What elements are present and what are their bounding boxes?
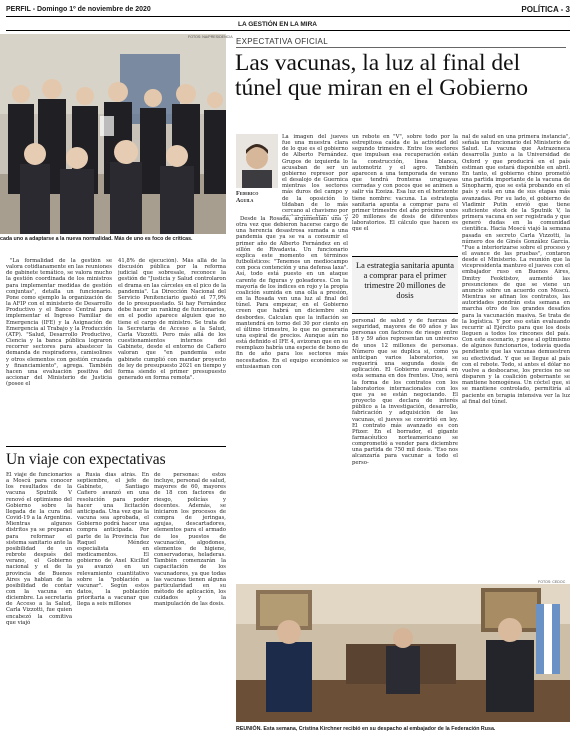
left-column-2-text: 41,8% de ejecución). Más allá de la discusión pública por la reforma judicial que sobresale, reconoce la gestión de "Justicia y Salud controlaron el drama en las cárceles en el pico de la pandemia". La Dirección Nacional del Servicio Penitenciario gastó el 77,9% de lo presupuestado. Si hay Fernández debe hacer un ranking de funcionarios, en el podio aparece alguien que no tiene el cargo de ministro. Se trata de la Secretaria de Acceso a la Salud, Carla Vizzotti. Pero más allá de los cuestionamientos internos del Gabinete, desde el entorno de Cafiero valoran que "en pandemia este gabinete cumplió con mandar proyecto de ley de presupuesto 2021 en tiempo y forma siendo el primer presupuesto generado en forma remota". [118, 258, 226, 381]
meeting-photo [236, 584, 570, 722]
bottom-caption-text: Esta semana, Cristina Kirchner recibió en su despacho al embajador de la Federación Rusa. [263, 726, 496, 732]
mid-column-2-text: un rebote en "V", sobre todo por la estrepitosa caída de la actividad del segundo trimestre. Entre los sectores que impulsan esa recuperación están la construcción, línea blanca, automotriz y el agro. También aparecen a una temporada de verano que tendrá fronteras uruguayas cerradas y con pocos que se animen a salir vía Ezeiza. Esa luz en el horizonte tiene nombre: vacuna. La estrategia sanitaria apunta a comprar para el primer trimestre del año próximo unos 20 millones de dosis de diferentes laboratorios. El cálculo que hacen es que el [352, 134, 458, 233]
header-date: PERFIL - Domingo 1º de noviembre de 2020 [6, 6, 151, 13]
author-first-name: Federico [236, 191, 259, 197]
author-last-name: Aguila [236, 198, 254, 204]
top-photo-caption: cada uno a adaptarse a la nueva normalidad. Más de uno es foco de críticas. [0, 236, 193, 242]
author-photo [236, 134, 278, 188]
viaje-column-1-text: El viaje de funcionarios a Moscú para conocer los resultados de la vacuna Sputnik V renovó el optimismo del Gobierno sobre la llegada de la cura del Covid-19 a la Argentina. Mientras algunos distritos ya se preparan para reformar el sistema sanitario ante la posibilidad de un rebrote después del verano, el Gobierno nacional y el de la provincia de Buenos Aires ya hablan de la posibilidad de contar con la vacuna en diciembre. La secretaria de Acceso a la Salud, Carla Vizzotti, fue quien encabezó la comitiva que viajó [6, 472, 72, 626]
subhead-rule [6, 446, 226, 447]
subhead: Un viaje con expectativas [6, 451, 166, 468]
kicker: EXPECTATIVA OFICIAL [236, 37, 328, 46]
right-column [462, 134, 570, 576]
pullquote: La estrategia sanitaria apunta a comprar para el primer trimestre 20 millones de dosis [352, 256, 458, 314]
bottom-photo-credit: FOTOS: CEDOC [538, 580, 566, 584]
mid-column-2 [352, 134, 458, 252]
left-column-1-text: "La formalidad de la gestión se valora cotidianamente en las reuniones de gabinete temático, se valora mucho la gestión coordinada de los ministros para implementar medidas de gestión conjuntas", detalla un funcionario. Pone como ejemplo la organización de la AFIP con el ministerio de Desarrollo Productivo y el Banco Central para implementar el Ingreso Familiar de Emergencia (IFE) y la Asignación de Emergencia al Trabajo y la Producción (ATP). "Salud, Desarrollo Productivo, Ciencia y la banca pública lograron recorrer sectores para abastecer la demanda de respiradores, camisolines y otros elementos con gestión cruzada y financiamiento", agrega. También hacen una evaluación positiva del accionar del Ministerio de Justicia (posee el [6, 258, 112, 388]
mid-column-3-text: personal de salud y de fuerzas de seguridad, mayores de 60 años y las personas con factores de riesgo entre 18 y 59 años representan un universo de unos 12 millones de personas. Número que se duplica si, como ya anticipan varios laboratorios, se requerirá una segunda dosis de aplicación. El Gobierno avanzará en esta semana en dos frentes. Uno, será la forma de los contratos con los laboratorios internacionales con los que ya se están negociando. El proyecto que declara de interés público a la investigación, desarrollo, fabricación y adquisición de las vacunas, el jueves se convirtió en ley. El contrato más avanzado es con Pfizer. En el borrador, el gigante farmacéutico norteamericano se comprometió a vender para diciembre una partida de 750 mil dosis. "Eso nos alcanzaría para vacunar a todo el perso- [352, 318, 458, 466]
right-column-text: nal de salud en una primera instancia", señala un funcionario del Ministerio de Salud. La vacuna que Astrazeneca desarrolla junto a la Universidad de Oxford y que producirá en el país estiman que estará disponible en abril. En tanto, el gobierno chino prometió una partida importante de la vacuna de Sinopharm, que se está probando en el país y está en una de sus etapas más avanzadas. Por su lado, el gobierno de Vladimir Putin envió que tiene suficiente stock de la Sputnik V, la primera vacuna en ser registrada y que generó dudas en la comunidad científica. Hacia Moscú viajó la semana pasada en secreto Carla Vizzotti, la número dos de Ginés González García. "Fue a interiorizarse sobre el proceso y el avance de las pruebas", contaron desde el Ministerio. La reunión que la vicepresidenta mantuvo el jueves con el embajador ruso en Buenos Aires, Dmitry Feoktistov, aumentó las presunciones de que se viene un anuncio sobre un acuerdo con Moscú. Mientras se afinan los contratos, las autoridades pondrán esta semana en marcha otro de los grandes desafíos para la vacunación masiva. Se trata de la logística. Y por eso están evaluando recurrir al Ejército para que los dosis lleguen a todos los rincones del país. Con este escenario, y pese al optimismo de algunos funcionarios, todavía queda pendiente que las vacunas demuestren su efectividad. Y que se llegue al país con el rebote. Todo, si antes el dólar no vuelve a desbocarse, los precios no se disparen y la coalición gobernante se mantiene homogénea. Un cóctel que, si se mantiene controlado, permitiría al paciente en terapia intensiva ver la luz al final del túnel. [462, 134, 570, 405]
section-rule [6, 30, 570, 31]
mid-column-1-text: Desde la Rosada, argumentan una y otra vez que debieron hacerse cargo de una herencia desastrosa sumada a una pandemia que ya se va a consumir el primer año de Alberto Fernández en el sillón de Rivadavia. Un funcionario explica este momento en términos futbolísticos: "Tenemos un mediocampo con poca contención y una defensa laxa". Así, todo está puesto en un ataque carente de figuras y goleadores. Con la mayoría de los índices en rojo y la propia coalición sumida en una olla a presión, en la Rosada ven una luz al final del túnel. Para empezar, en el Gobierno creen que habrá un diciembre sin desbordes. Calculan que la inflación se mantendrá en torno del 30 por ciento en el último trimestre, lo que no generaría una espiral de precios. Aunque aún no está definido el IFE 4, avizoran que en su reemplazo habría una especie de bono de fin de año para los sectores más necesitados. En el equipo económico se entusiasman con [236, 216, 348, 370]
viaje-column-2-text: a Rusia días atrás. En septiembre, el jefe de Gabinete, Santiago Cafiero avanzó en una resolución para poder hacer una licitación anticipada. Una vez que la vacuna sea aprobada, el Gobierno podrá hacer una compra anticipada. Por parte de la Provincia fue Raquel Méndez especialista en medicamentos. El gobierno de Axel Kicillof ya avanzó en un relevamiento cuantitativo sobre la "población a vacunar". Según estos datos, la población prioritaria a vacunar que llega a seis millones [77, 472, 149, 608]
header-section: LA GESTIÓN EN LA MIRA [238, 21, 317, 28]
mid-column-3 [352, 318, 458, 478]
headline: Las vacunas, la luz al final del túnel que miran en el Gobierno [235, 50, 529, 101]
viaje-column-3 [154, 472, 226, 734]
bottom-caption-bold: REUNIÓN. [236, 726, 262, 732]
viaje-column-2 [77, 472, 149, 734]
top-photo-credit: FOTOS: NA/PRESIDENCIA [188, 35, 233, 39]
left-column-1 [6, 258, 112, 442]
lead-paragraph [282, 134, 348, 216]
lead-text: La imagen del jueves fue una muestra clara de lo que es el gobierno de Alberto Fernández. Grupos de izquierda lo acusaban de ser un gobierno represor por el desalojo de Guernica mientras los sectores más duros del campo y de la oposición lo tildaban de lo más cercano al chavismo por [282, 134, 348, 214]
left-column-2 [118, 258, 226, 442]
kicker-rule [236, 47, 566, 48]
cabinet-photo [0, 34, 226, 234]
mid-column-1 [236, 216, 348, 478]
header-page: POLÍTICA - 3 [521, 5, 570, 14]
viaje-column-3-text: de personas: estos incluye, personal de salud, mayores de 60, mayores de 18 con factores de riesgo, policías y docentes. Además, se iniciaron los procesos de compra de jeringas, agujas, descartadores, elementos para el armado de los puestos de vacunación, algodones, elementos de higiene, conservadoras, heladeras. También comenzarán la capacitación de los vacunadores, ya que todas las vacunas tienen alguna particularidad en su método de aplicación, los cuidados y la manipulación de las dosis. [154, 472, 226, 608]
viaje-column-1 [6, 472, 72, 734]
header-rule [6, 16, 570, 17]
bottom-photo-caption [236, 726, 570, 732]
